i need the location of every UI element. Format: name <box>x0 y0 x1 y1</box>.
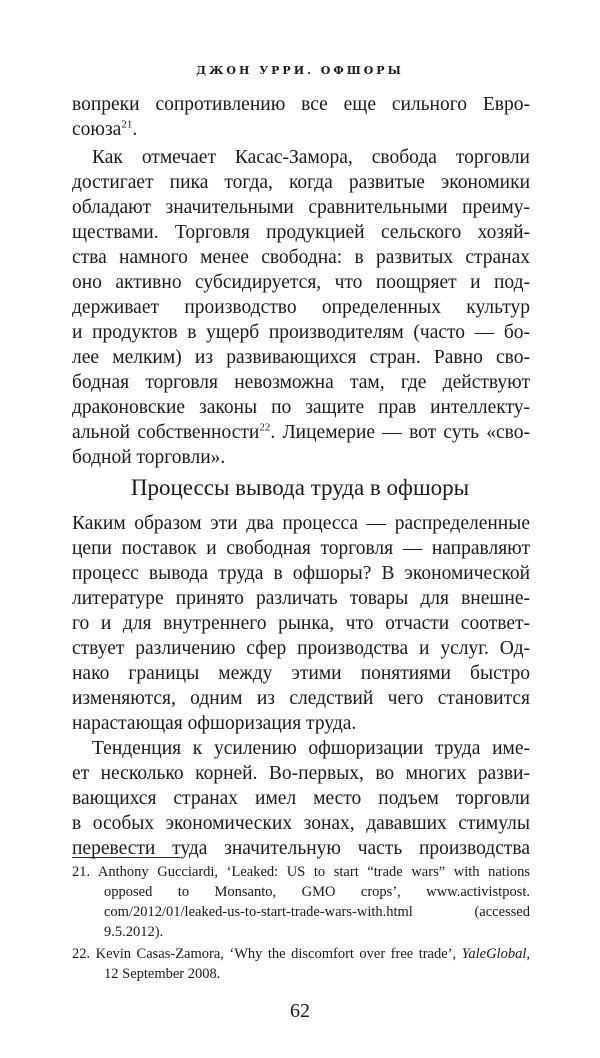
text-line: достигает пика тогда, когда развитые экономики <box>72 172 530 193</box>
text-line: бодная торговля невозможна там, где действуют <box>72 372 530 393</box>
text-line: вающихся странах имел место подъем торговли <box>72 788 530 809</box>
text-line <box>72 421 530 445</box>
text-line: ствует различению сфер производства и услуг. Од- <box>72 638 530 659</box>
footnote-line: 21. Anthony Gucciardi, ‘Leaked: US to start “trade wars” with nations <box>72 864 530 880</box>
text-line: Как отмечает Касас-Замора, свобода торговли <box>92 147 530 168</box>
text: 22. Kevin Casas-Zamora, ‘Why the discomfort over free trade’, <box>72 946 462 962</box>
text-line: ет несколько корней. Во-первых, во многих разви- <box>72 763 530 784</box>
text-line: лее мелким) из развивающихся стран. Равно сво- <box>72 347 530 368</box>
text-line: держивает производство определенных культур <box>72 297 530 318</box>
text-line: в особых экономических зонах, дававших стимулы <box>72 813 530 834</box>
footnote-22 <box>72 944 530 964</box>
text-line: цепи поставок и свободная торговля — направляют <box>72 538 530 559</box>
footnote-line: 9.5.2012). <box>104 924 164 940</box>
text-line: нако границы между этими понятиями быстро <box>72 663 530 684</box>
text-italic: YaleGlobal <box>461 946 527 962</box>
footnote-ref: 21 <box>121 118 133 131</box>
text-line: ства намного менее свободна: в развитых странах <box>72 247 530 268</box>
running-header: ДЖОН УРРИ. ОФШОРЫ <box>196 64 404 77</box>
text-line: нарастающая офшоризация труда. <box>72 713 357 734</box>
text: . Лицемерие — вот суть «сво- <box>270 422 530 443</box>
text-line: Каким образом эти два процесса — распределенные <box>72 513 530 534</box>
text-line: процесс вывода труда в офшоры? В экономической <box>72 563 530 584</box>
text-line: Тенденция к усилению офшоризации труда име- <box>92 738 530 759</box>
text-line: союза$^{21}$. <box>72 118 138 140</box>
footnote-ref: 22 <box>259 421 271 434</box>
text-line: оно активно субсидируется, что поощряет и под- <box>72 272 530 293</box>
text-line: вопреки сопротивлению все еще сильного Евро- <box>72 94 530 115</box>
footnote-line: 12 September 2008. <box>104 966 221 982</box>
text-line: драконовские законы по защите прав интеллекту- <box>72 397 530 418</box>
text-line: бодной торговли». <box>72 447 226 468</box>
text: союза <box>72 119 122 140</box>
text-line: и продуктов в ущерб производителям (часто — бо- <box>72 322 530 343</box>
section-heading: Процессы вывода труда в офшоры <box>130 475 470 500</box>
page-number: 62 <box>290 1000 310 1022</box>
text-line: перевести туда значительную часть производства <box>72 838 530 859</box>
text-line: ществами. Торговля продукцией сельского хозяй- <box>72 222 530 243</box>
footnote-line: com/2012/01/leaked-us-to-start-trade-wars-with.html (accessed <box>104 904 530 920</box>
text: , <box>526 946 530 962</box>
text-line: го и для внутреннего рынка, что отчасти соответ- <box>72 613 530 634</box>
text-line: обладают значительными сравнительными преиму- <box>72 197 530 218</box>
text-line: литературе принято различать товары для внешне- <box>72 588 530 609</box>
text-line: изменяются, одним из следствий чего становится <box>72 688 530 709</box>
footnote-line: opposed to Monsanto, GMO crops’, www.activistpost. <box>104 884 530 900</box>
footnote-divider <box>72 857 180 858</box>
text: альной собственности <box>72 422 260 443</box>
